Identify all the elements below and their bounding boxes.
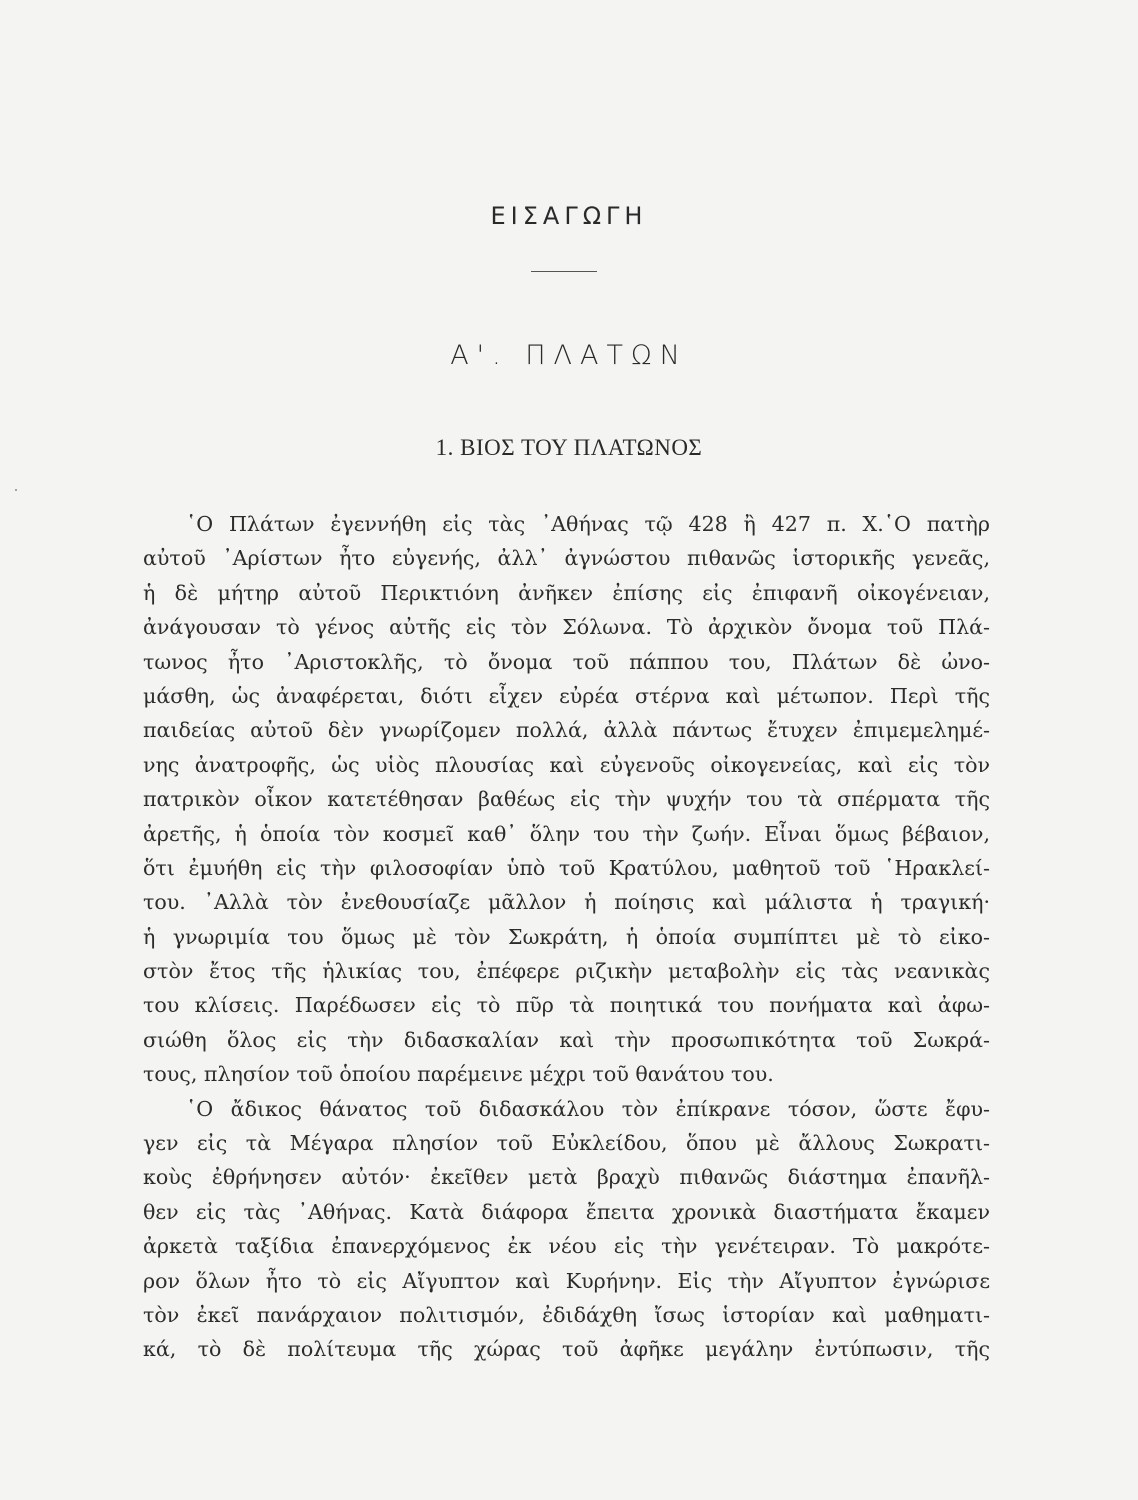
title-divider <box>531 271 597 272</box>
paragraph-line: ἡ γνωριμία του ὅμως μὲ τὸν Σωκράτη, ἡ ὁποία συμπίπτει μὲ τὸ εἰκο- <box>143 924 990 949</box>
section-title: ΕΙΣΑΓΩΓΗ <box>490 202 648 230</box>
paragraph-line: ἡ δὲ μήτηρ αὐτοῦ Περικτιόνη ἀνῆκεν ἐπίσης εἰς ἐπιφανῆ οἰκογένειαν, <box>143 580 990 605</box>
margin-speck <box>15 489 17 491</box>
paragraph-line: ῾Ο Πλάτων ἐγεννήθη εἰς τὰς ᾿Αθήνας τῷ 428 ἢ 427 π. Χ.῾Ο πατὴρ <box>186 512 990 536</box>
paragraph-line: τὸν ἐκεῖ πανάρχαιον πολιτισμόν, ἐδιδάχθη ἴσως ἱστορίαν καὶ μαθηματι- <box>143 1302 990 1327</box>
paragraph-line: κοὺς ἐθρήνησεν αὐτόν· ἐκεῖθεν μετὰ βραχὺ πιθανῶς διάστημα ἐπανῆλ- <box>143 1165 990 1190</box>
paragraph-line: μάσθη, ὡς ἀναφέρεται, διότι εἶχεν εὐρέα στέρνα καὶ μέτωπον. Περὶ τῆς <box>143 683 990 708</box>
chapter-title: Α'. ΠΛΑΤΩΝ <box>450 340 688 371</box>
paragraph-line: ρον ὅλων ἦτο τὸ εἰς Αἴγυπτον καὶ Κυρήνην. Εἰς τὴν Αἴγυπτον ἐγνώρισε <box>143 1268 990 1293</box>
paragraph-line: νης ἀνατροφῆς, ὡς υἱὸς πλουσίας καὶ εὐγενοῦς οἰκογενείας, καὶ εἰς τὸν <box>143 752 990 777</box>
paragraph-line: γεν εἰς τὰ Μέγαρα πλησίον τοῦ Εὐκλείδου, ὅπου μὲ ἄλλους Σωκρατι- <box>143 1131 990 1156</box>
paragraph-1 <box>143 507 990 1092</box>
paragraph-line: κά, τὸ δὲ πολίτευμα τῆς χώρας τοῦ ἀφῆκε μεγάλην ἐντύπωσιν, τῆς <box>143 1337 990 1362</box>
paragraph-line: θεν εἰς τὰς ᾿Αθήνας. Κατὰ διάφορα ἔπειτα χρονικὰ διαστήματα ἔκαμεν <box>143 1199 990 1224</box>
paragraph-line: τους, πλησίον τοῦ ὁποίου παρέμεινε μέχρι τοῦ θανάτου του. <box>143 1062 774 1087</box>
paragraph-line: αὐτοῦ ᾿Αρίστων ἦτο εὐγενής, ἀλλ᾿ ἀγνώστου πιθανῶς ἱστορικῆς γενεᾶς, <box>143 546 990 571</box>
paragraph-line: τωνος ἦτο ᾿Αριστοκλῆς, τὸ ὄνομα τοῦ πάππου του, Πλάτων δὲ ὠνο- <box>143 649 990 674</box>
paragraph-line: του. ᾿Αλλὰ τὸν ἐνεθουσίαζε μᾶλλον ἡ ποίησις καὶ μάλιστα ἡ τραγική· <box>143 890 990 915</box>
paragraph-2 <box>143 1092 990 1367</box>
paragraph-line: πατρικὸν οἶκον κατετέθησαν βαθέως εἰς τὴν ψυχήν του τὰ σπέρματα τῆς <box>143 787 990 812</box>
paragraph-line: σιώθη ὅλος εἰς τὴν διδασκαλίαν καὶ τὴν προσωπικότητα τοῦ Σωκρά- <box>143 1027 990 1052</box>
paragraph-line: παιδείας αὐτοῦ δὲν γνωρίζομεν πολλά, ἀλλὰ πάντως ἔτυχεν ἐπιμεμελημέ- <box>143 718 990 743</box>
paragraph-line: ὅτι ἐμυήθη εἰς τὴν φιλοσοφίαν ὑπὸ τοῦ Κρατύλου, μαθητοῦ τοῦ ῾Ηρακλεί- <box>143 855 990 880</box>
paragraph-line: στὸν ἔτος τῆς ἡλικίας του, ἐπέφερε ριζικὴν μεταβολὴν εἰς τὰς νεανικὰς <box>143 959 990 984</box>
paragraph-line: του κλίσεις. Παρέδωσεν εἰς τὸ πῦρ τὰ ποιητικά του πονήματα καὶ ἀφω- <box>143 993 990 1018</box>
paragraph-line: ἀνάγουσαν τὸ γένος αὐτῆς εἰς τὸν Σόλωνα. Τὸ ἀρχικὸν ὄνομα τοῦ Πλά- <box>143 615 990 640</box>
paragraph-line: ἀρετῆς, ἡ ὁποία τὸν κοσμεῖ καθ᾿ ὅλην του τὴν ζωήν. Εἶναι ὅμως βέβαιον, <box>143 821 990 846</box>
subsection-title: 1. ΒΙΟΣ ΤΟΥ ΠΛΑΤΩΝΟΣ <box>435 435 703 460</box>
body-text <box>143 507 990 1367</box>
paragraph-line: ἀρκετὰ ταξίδια ἐπανερχόμενος ἐκ νέου εἰς τὴν γενέτειραν. Τὸ μακρότε- <box>143 1234 990 1259</box>
paragraph-line: ῾Ο ἄδικος θάνατος τοῦ διδασκάλου τὸν ἐπίκρανε τόσον, ὥστε ἔφυ- <box>186 1096 990 1121</box>
